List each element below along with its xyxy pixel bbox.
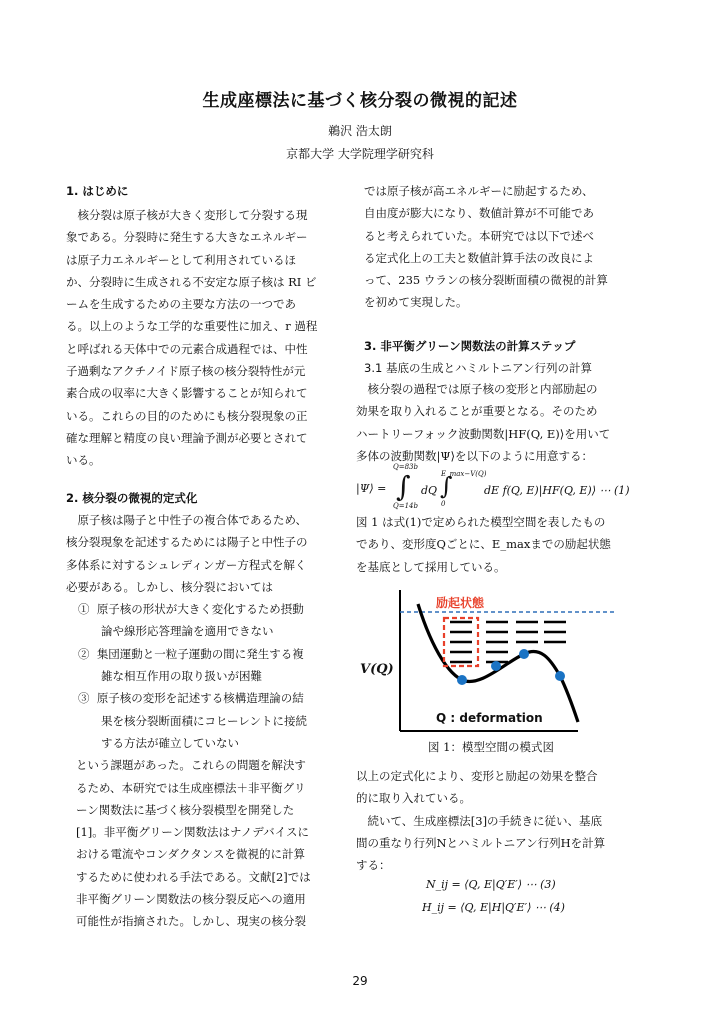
page-number: 29 bbox=[352, 974, 368, 988]
text-line: か、分裂時に生成される不安定な原子核は RI ビ bbox=[66, 274, 317, 289]
text-line: 原子核は陽子と中性子の複合体であるため、 bbox=[66, 513, 308, 527]
section31-body-b bbox=[356, 511, 611, 578]
excited-levels bbox=[450, 622, 566, 662]
text-line: 多体の波動関数|Ψ⟩を以下のように用意する： bbox=[356, 448, 593, 463]
list-text: 集団運動と一粒子運動の間に発生する複 bbox=[96, 646, 304, 661]
list-text: 原子核の変形を記述する核構造理論の結 bbox=[96, 691, 304, 706]
author: 鵜沢 浩太朗 bbox=[328, 124, 392, 138]
text-line: 以上の定式化により、変形と励起の効果を整合 bbox=[356, 769, 598, 783]
section2-body bbox=[66, 509, 311, 933]
text-line: であり、変形度Qごとに、E_maxまでの励起状態 bbox=[356, 537, 611, 552]
text-line: という課題があった。これらの問題を解決す bbox=[76, 758, 306, 773]
text-line: するために使われる手法である。文献[2]では bbox=[76, 869, 311, 884]
text-line: 核分裂現象を記述するためには陽子と中性子の bbox=[66, 535, 308, 550]
figure-caption: 図 1：模型空間の模式図 bbox=[428, 740, 554, 754]
text-line: 可能性が指摘された。しかし、現実の核分裂 bbox=[76, 914, 306, 929]
affiliation: 京都大学 大学院理学研究科 bbox=[286, 147, 434, 161]
list-item bbox=[66, 687, 311, 709]
text-line: る。以上のような工学的な重要性に加え、r 過程 bbox=[66, 319, 318, 334]
section31-body bbox=[356, 378, 610, 467]
text-line: 効果を取り入れることが重要となる。そのため bbox=[356, 404, 598, 419]
section3-heading: 3. 非平衡グリーン関数法の計算ステップ bbox=[364, 339, 576, 353]
text-line: 的に取り入れている。 bbox=[356, 791, 471, 806]
eq1-lower-limit: Q=14b bbox=[393, 502, 418, 510]
text-line: 必要がある。しかし、核分裂においては bbox=[66, 579, 273, 594]
list-text: 雑な相互作用の取り扱いが困難 bbox=[101, 669, 262, 684]
text-line: する： bbox=[356, 858, 391, 873]
text-line: 多体系に対するシュレディンガー方程式を解く bbox=[66, 557, 307, 572]
list-text: 原子核の形状が大きく変化するため摂動 bbox=[96, 602, 304, 617]
text-line: [1]。非平衡グリーン関数法はナノデバイスに bbox=[76, 825, 309, 840]
paper-title: 生成座標法に基づく核分裂の微視的記述 bbox=[202, 91, 518, 111]
section1-heading: 1. はじめに bbox=[66, 184, 129, 198]
section31-body-c bbox=[356, 765, 605, 876]
eq4: H_ij = ⟨Q, E|H|Q′E′⟩ ⋯ (4) bbox=[422, 901, 565, 914]
text-line: を基底として採用している。 bbox=[356, 559, 506, 574]
text-line: いる。 bbox=[66, 453, 101, 468]
excited-states-label: 励起状態 bbox=[436, 596, 485, 610]
text-line: るため、本研究では生成座標法＋非平衡グリ bbox=[76, 780, 306, 795]
text-line: 子過剰なアクチノイド原子核の核分裂特性が元 bbox=[66, 364, 306, 379]
eq1-upper-limit: Q=83b bbox=[393, 463, 418, 471]
list-text: 論や線形応答理論を適用できない bbox=[101, 624, 274, 639]
text-line: って、235 ウランの核分裂断面積の微視的計算 bbox=[364, 273, 608, 288]
eq1-body: dE f(Q, E)|HF(Q, E)⟩ ⋯ (1) bbox=[484, 484, 630, 497]
text-line: 自由度が膨大になり、数値計算が不可能であ bbox=[364, 206, 594, 221]
text-line: 素合成の収率に大きく影響することが知られて bbox=[66, 386, 308, 401]
eq1-inner-upper: E_max−V(Q) bbox=[441, 470, 487, 478]
text-line: 非平衡グリーン関数法の核分裂反応への適用 bbox=[76, 892, 306, 907]
list-marker: ② bbox=[78, 646, 90, 661]
list-text: する方法が確立していない bbox=[101, 735, 239, 750]
eq1-lhs: |Ψ⟩ = bbox=[356, 482, 387, 495]
eq1-inner-lower: 0 bbox=[441, 500, 446, 508]
figure-xlabel: Q : deformation bbox=[436, 711, 543, 725]
text-line: ハートリーフォック波動関数|HF(Q, E)⟩を用いて bbox=[356, 426, 611, 441]
list-marker: ③ bbox=[78, 691, 90, 706]
text-line: は原子力エネルギーとして利用されているほ bbox=[66, 252, 296, 267]
text-line: いる。これらの目的のためにも核分裂現象の正 bbox=[66, 408, 308, 423]
list-text: 果を核分裂断面積にコヒーレントに接続 bbox=[101, 713, 308, 728]
text-line: おける電流やコンダクタンスを微視的に計算 bbox=[76, 847, 305, 862]
text-line: ームを生成するための主要な方法の一つであ bbox=[66, 297, 296, 312]
text-line: ーン関数法に基づく核分裂模型を開発した bbox=[76, 802, 295, 817]
integral-icon: ∫ bbox=[396, 470, 411, 503]
text-line: る定式化上の工夫と数値計算手法の改良によ bbox=[364, 250, 594, 265]
text-line: ると考えられていた。本研究では以下で述べ bbox=[364, 228, 594, 243]
text-line: 間の重なり行列Nとハミルトニアン行列Hを計算 bbox=[356, 835, 606, 850]
section1-body bbox=[66, 204, 317, 472]
text-line: 続いて、生成座標法[3]の手続きに従い、基底 bbox=[356, 813, 603, 828]
list-item bbox=[66, 643, 311, 665]
text-line: 核分裂は原子核が大きく変形して分裂する現 bbox=[66, 208, 308, 222]
integral-icon: ∫ bbox=[440, 472, 453, 500]
text-line: 象である。分裂時に発生する大きなエネルギー bbox=[66, 230, 308, 245]
text-line: 核分裂の過程では原子核の変形と内部励起の bbox=[356, 382, 598, 396]
text-line: と呼ばれる天体中での元素合成過程では、中性 bbox=[66, 341, 308, 356]
section2-heading: 2. 核分裂の微視的定式化 bbox=[66, 491, 198, 505]
text-line: 確な理解と精度の良い理論予測が必要とされて bbox=[66, 430, 308, 445]
eq3: N_ij = ⟨Q, E|Q′E′⟩ ⋯ (3) bbox=[426, 878, 556, 891]
figure-ylabel: V(Q) bbox=[360, 662, 394, 677]
eq1-dq: dQ bbox=[421, 484, 438, 497]
subsection31-heading: 3.1 基底の生成とハミルトニアン行列の計算 bbox=[364, 361, 593, 375]
list-marker: ① bbox=[78, 602, 90, 617]
text-line: を初めて実現した。 bbox=[364, 295, 468, 310]
list-item bbox=[66, 598, 311, 620]
text-line: 図 1 は式(1)で定められた模型空間を表したもの bbox=[356, 515, 606, 529]
right-intro bbox=[364, 180, 608, 314]
text-line: では原子核が高エネルギーに励起するため、 bbox=[364, 184, 594, 198]
